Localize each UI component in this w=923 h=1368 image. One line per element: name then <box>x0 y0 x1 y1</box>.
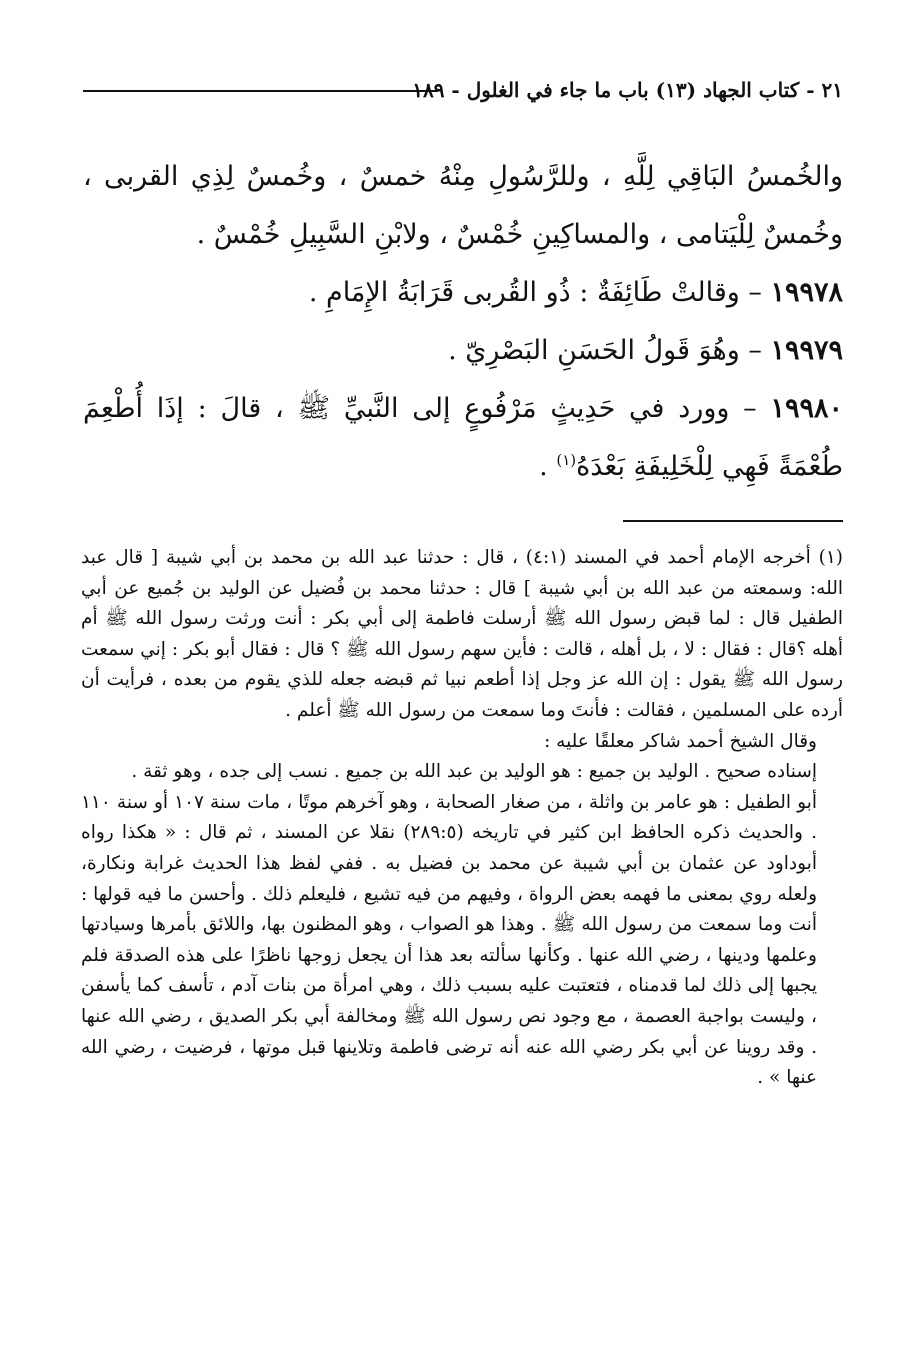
footnotes <box>81 543 843 1094</box>
paragraph-text: – وقالتْ طَائِفَةٌ : ذُو القُربى قَرَابَةُ الإِمَامِ . <box>308 277 771 308</box>
footnote-commentary-intro: وقال الشيخ أحمد شاكر معلقًا عليه : <box>544 730 817 752</box>
footnote-abu-tufayl: أبو الطفيل : هو عامر بن واثلة ، من صغار الصحابة ، وهو آخرهم موتًا ، مات سنة ١٠٧ أو سنة ١١٠ . والحديث ذكره الحافظ ابن كثير في تاريخه (٢٨٩:٥) نقلا عن المسند ، ثم قال : « هكذا رواه أبوداود عن عثمان بن أبي شيبة عن محمد بن فضيل به . ففي لفظ هذا الحديث غرابة ونكارة، ولعله روي بمعنى ما فهمه بعض الرواة ، وفيهم من فيه تشيع ، فليعلم ذلك . وأحسن ما فيه قولها : أنت وما سمعت من رسول الله ﷺ . وهذا هو الصواب ، وهو المظنون بها، واللائق بأمرها وسيادتها وعلمها ودينها ، رضي الله عنها . وكأنها سألته بعد هذا أن يجعل زوجها ناظرًا على هذه الصدقة فلم يجبها إلى ذلك لما قدمناه ، فتعتبت عليه بسبب ذلك ، وهي امرأة من بنات آدم ، تأسف كما يأسفن ، وليست بواجبة العصمة ، مع وجود نص رسول الله ﷺ ومخالفة أبي بكر الصديق ، رضي الله عنها . وقد روينا عن أبي بكر رضي الله عنه أنه ترضى فاطمة وتلاينها قبل موتها ، فرضيت ، رضي الله عنها » . <box>81 791 818 1089</box>
paragraph-khums <box>83 148 843 264</box>
paragraph-number: ١٩٩٨٠ <box>770 393 843 424</box>
paragraph-number: ١٩٩٧٨ <box>770 277 843 308</box>
paragraph-19980 <box>83 380 843 496</box>
paragraph-text: – وهُوَ قَولُ الحَسَنِ البَصْرِيّ . <box>448 335 771 366</box>
paragraph-19978 <box>83 264 843 322</box>
running-header <box>83 78 843 112</box>
header-title: ٢١ - كتاب الجهاد (١٣) باب ما جاء في الغلول - ١٨٩ <box>412 78 843 102</box>
paragraph-19979 <box>83 322 843 380</box>
header-rule <box>83 90 438 92</box>
footnote-divider <box>623 520 843 522</box>
footnote-reference: (١) <box>556 451 577 469</box>
paragraph-khums-text: والخُمسُ البَاقِي لِلَّهِ ، وللرَّسُولِ مِنْهُ خمسٌ ، وخُمسٌ لِذِي القربى ، وخُمسٌ لِلْيَتامى ، والمساكِينِ خُمْسٌ ، ولابْنِ السَّبِيلِ خُمْسٌ . <box>83 161 843 250</box>
paragraph-text: – وورد في حَدِيثٍ مَرْفُوعٍ إلى النَّبيِّ ﷺ ، قالَ : إذَا أُطْعِمَ طُعْمَةً فَهِي لِلْخَلِيفَةِ بَعْدَهُ <box>83 393 843 482</box>
footnote-1: (١) أخرجه الإمام أحمد في المسند (٤:١) ، قال : حدثنا عبد الله بن محمد بن أبي شيبة [ قال عبد الله: وسمعته من عبد الله بن أبي شيبة ] قال : حدثنا محمد بن فُضيل عن الوليد بن جُميع عن أبي الطفيل قال : لما قبض رسول الله ﷺ أرسلت فاطمة إلى أبي بكر : أنت ورثت رسول الله ﷺ أم أهله ؟قال : فقال : لا ، بل أهله ، قالت : فأين سهم رسول الله ﷺ ؟ قال : فقال أبو بكر : إني سمعت رسول الله ﷺ يقول : إن الله عز وجل إذا أطعم نبيا ثم قبضه جعله للذي يقوم من بعده ، فرأيت أن أرده على المسلمين ، فقالت : فأنتَ وما سمعت من رسول الله ﷺ أعلم . <box>81 547 843 721</box>
paragraph-end: . <box>539 451 557 482</box>
main-text <box>83 148 843 496</box>
footnote-isnad: إسناده صحيح . الوليد بن جميع : هو الوليد بن عبد الله بن جميع . نسب إلى جده ، وهو ثقة . <box>131 761 817 783</box>
paragraph-number: ١٩٩٧٩ <box>770 335 843 366</box>
